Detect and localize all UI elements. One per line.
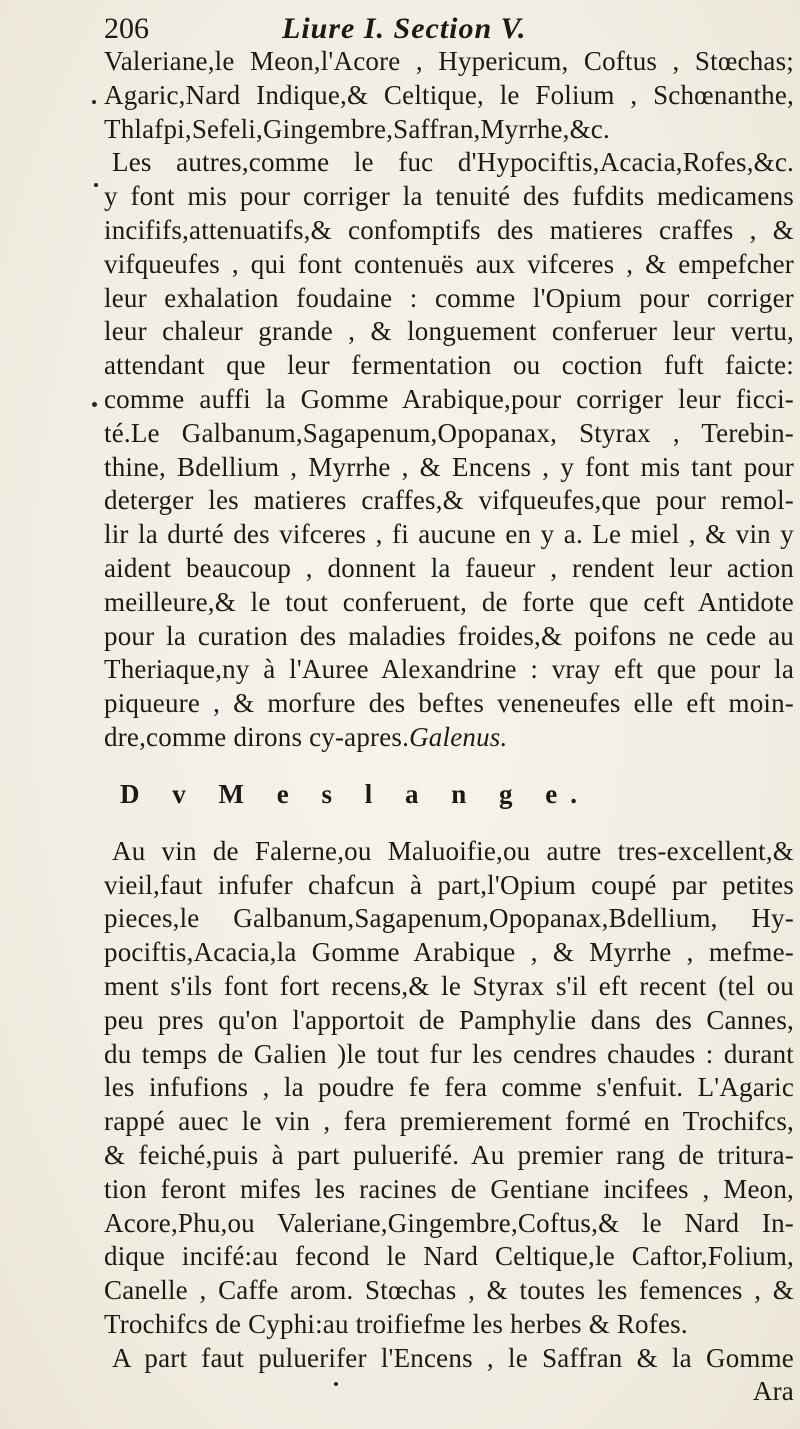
text-line: du temps de Galien )le tout fur les cendres chaudes : durant: [104, 1038, 794, 1069]
ink-speck: [334, 1382, 338, 1386]
text-line: tion feront mifes les racines de Gentiane incifees , Meon,: [104, 1173, 794, 1204]
ink-speck: [92, 402, 97, 407]
text-line: attendant que leur fermentation ou coction fuft faicte:: [104, 350, 794, 381]
text-line: Canelle , Caffe arom. Stœchas , & toutes les femences , &: [104, 1275, 794, 1306]
text-line: leur exhalation foudaine : comme l'Opium pour corriger: [104, 282, 794, 313]
text-line: thine, Bdellium , Myrrhe , & Encens , y font mis tant pour: [104, 451, 794, 482]
text-line: piqueure , & morfure des beftes veneneufes elle eft moin-: [104, 688, 794, 719]
text-line: Valeriane,le Meon,l'Acore , Hypericum, Coftus , Stœchas;: [104, 46, 794, 76]
text-line: A part faut puluerifer l'Encens , le Saffran & la Gomme: [112, 1342, 794, 1373]
text-line: leur chaleur grande , & longuement conferuer leur vertu,: [104, 316, 794, 347]
text-line: aident beaucoup , donnent la faueur , rendent leur action: [104, 552, 794, 583]
text-line: [104, 721, 794, 755]
page-number: 206: [104, 12, 149, 45]
text-line: lir la durté des vifceres , fi aucune en y a. Le miel , & vin y: [104, 519, 794, 550]
text-line: meilleure,& le tout conferuent, de forte que ceft Antidote: [104, 586, 794, 617]
text-line: ment s'ils font fort recens,& le Styrax s'il eft recent (tel ou: [104, 970, 794, 1001]
text-line: deterger les matieres craffes,& vifqueufes,que pour remol-: [104, 485, 794, 516]
ink-speck: [94, 183, 98, 187]
section-heading: D v M e s l a n g e.: [120, 778, 590, 809]
text-line: pociftis,Acacia,la Gomme Arabique , & Myrrhe , mefme-: [104, 937, 794, 968]
text-line: Au vin de Falerne,ou Maluoifie,ou autre tres-excellent,&: [112, 835, 794, 866]
text-line-content: dre,comme dirons cy-apres.: [104, 721, 410, 752]
running-title: Liure I. Section V.: [282, 12, 527, 45]
text-line: incififs,attenuatifs,& confomptifs des matieres craffes , &: [104, 214, 794, 245]
text-line: Agaric,Nard Indique,& Celtique, le Folium , Schœnanthe,: [104, 79, 794, 110]
text-line: Theriaque,ny à l'Auree Alexandrine : vray eft que pour la: [104, 654, 794, 685]
text-line: té.Le Galbanum,Sagapenum,Opopanax, Styrax , Terebin-: [104, 417, 794, 448]
citation: Galenus.: [409, 721, 508, 752]
text-line: les infufions , la poudre fe fera comme s'enfuit. L'Agaric: [104, 1072, 794, 1103]
text-line: rappé auec le vin , fera premierement formé en Trochifcs,: [104, 1106, 794, 1137]
catchword: Ara: [752, 1376, 794, 1407]
body-text: [104, 45, 794, 1409]
text-line: pieces,le Galbanum,Sagapenum,Opopanax,Bdellium, Hy-: [104, 903, 794, 934]
text-line: Trochifcs de Cyphi:au troifiefme les herbes & Rofes.: [104, 1308, 688, 1339]
text-line: dique incifé:au fecond le Nard Celtique,le Caftor,Folium,: [104, 1241, 794, 1272]
text-line: vieil,faut infufer chafcun à part,l'Opium coupé par petites: [104, 869, 794, 900]
text-line: comme auffi la Gomme Arabique,pour corriger leur ficci-: [104, 383, 794, 414]
text-line: & feiché,puis à part puluerifé. Au premier rang de tritura-: [104, 1139, 794, 1170]
text-line: Thlafpi,Sefeli,Gingembre,Saffran,Myrrhe,&c.: [104, 113, 610, 144]
text-line: pour la curation des maladies froides,& poifons ne cede au: [104, 620, 794, 651]
ink-speck: [92, 100, 96, 104]
text-line: y font mis pour corriger la tenuité des fufdits medicamens: [104, 181, 794, 212]
text-line: vifqueufes , qui font contenuës aux vifceres , & empefcher: [104, 248, 794, 279]
text-line: Les autres,comme le fuc d'Hypociftis,Acacia,Rofes,&c.: [112, 147, 794, 178]
text-line: peu pres qu'on l'apportoit de Pamphylie dans des Cannes,: [104, 1004, 794, 1035]
text-line: Acore,Phu,ou Valeriane,Gingembre,Coftus,& le Nard In-: [104, 1207, 794, 1238]
